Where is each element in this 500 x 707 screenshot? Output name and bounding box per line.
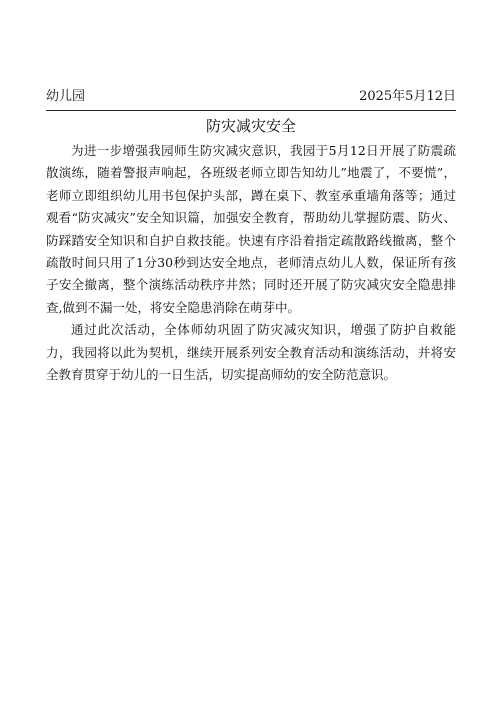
- document-title: 防灾减灾安全: [205, 117, 296, 135]
- document-body: [46, 140, 456, 386]
- document-header: [46, 88, 456, 106]
- header-divider: [46, 110, 456, 111]
- document-date: 2025年5月12日: [359, 89, 456, 104]
- organization-name: 幼儿园: [46, 89, 86, 104]
- body-paragraph-1: 为进一步增强我园师生防灾减灾意识，我园于5月12日开展了防震疏散演练，随着警报声响起，各班级老师立即告知幼儿”地震了，不要慌”，老师立即组织幼儿用书包保护头部，蹲在桌下、教室承重墙角落等；通过观看“防灾减灾”安全知识篇，加强安全教育，帮助幼儿掌握防震、防火、防踩踏安全知识和自护自救技能。快速有序沿着指定疏散路线撤离，整个疏散时间只用了1分30秒到达安全地点，老师清点幼儿人数，保证所有孩子安全撤离，整个演练活动秩序井然；同时还开展了防灾减灾安全隐患排查,做到不漏一处，将安全隐患消除在萌芽中。: [46, 143, 456, 315]
- body-paragraph-2: 通过此次活动，全体师幼巩固了防灾减灾知识，增强了防护自救能力，我园将以此为契机，继续开展系列安全教育活动和演练活动，并将安全教育贯穿于幼儿的一日生活，切实提高师幼的安全防范意识。: [46, 322, 456, 383]
